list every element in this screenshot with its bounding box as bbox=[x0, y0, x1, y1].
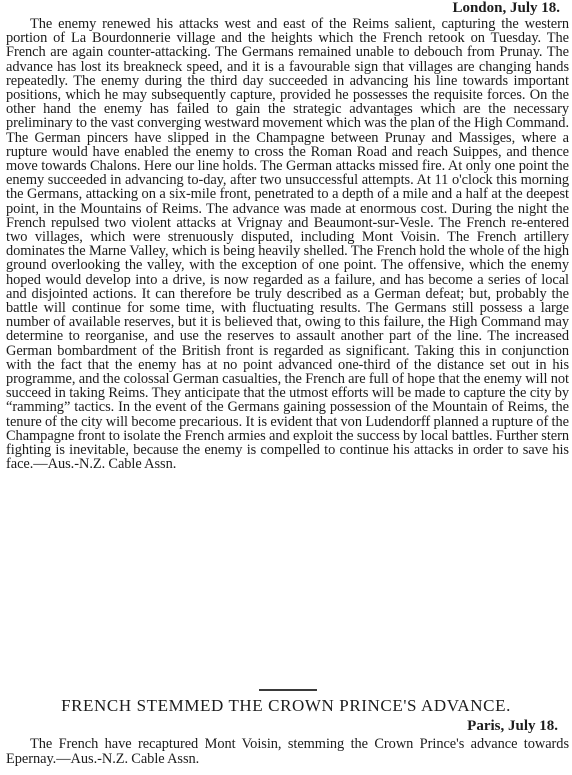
section-divider bbox=[259, 689, 317, 691]
article2-dateline: Paris, July 18. bbox=[467, 718, 558, 734]
article1-dateline: London, July 18. bbox=[452, 0, 560, 16]
article2-headline: FRENCH STEMMED THE CROWN PRINCE'S ADVANCE. bbox=[61, 696, 511, 715]
article1-body: The enemy renewed his attacks west and east of the Reims salient, capturing the western portion of La Bourdonnerie village and the heights which the French retook on Tuesday. The French are again counter-attacking. The Germans remained unable to debouch from Prunay. The advance has lost its breakneck speed, and it is a favourable sign that villages are changing hands repeatedly. The enemy during the third day succeeded in advancing his line towards important positions, which he may subsequently capture, provided he possesses the requisite forces. On the other hand the enemy has failed to gain the strategic advantages which are the necessary preliminary to the vast converging westward movement which was the plan of the High Command. The German pincers have slipped in the Champagne between Prunay and Massiges, where a rupture would have enabled the enemy to cross the Roman Road and reach Suippes, and thence move towards Chalons. Here our line holds. The German attacks missed fire. At only one point the enemy succeeded in advancing to-day, after two unsuccessful attempts. At 11 o'clock this morning the Germans, attacking on a six-mile front, penetrated to a depth of a mile and a half at the deepest point, in the Mountains of Reims. The advance was made at enormous cost. During the night the French repulsed two violent attacks at Vrignay and Beaumont-sur-Vesle. The French re-entered two villages, which were strenuously disputed, including Mont Voisin. The French artillery dominates the Marne Valley, which is being heavily shelled. The French hold the whole of the high ground overlooking the valley, with the exception of one point. The offensive, which the enemy hoped would develop into a drive, is now regarded as a failure, and has become a series of local and disjointed actions. It can therefore be truly described as a German defeat; but, probably the battle will continue for some time, with fluctuating results. The Germans still possess a large number of available reserves, but it is believed that, owing to this failure, the High Command may determine to reorganise, and use the reserves to assault another part of the line. The increased German bombardment of the British front is regarded as significant. Taking this in conjunction with the fact that the enemy has at no point advanced one-third of the distance set out in his programme, and the colossal German casualties, the French are full of hope that the enemy will not succeed in taking Reims. They anticipate that the utmost efforts will be made to capture the city by “ramming” tactics. In the event of the Germans gaining possession of the Mountain of Reims, the tenure of the city will become precarious. It is evident that von Ludendorff planned a rupture of the Champagne front to isolate the French armies and exploit the success by local battles. Further stern fighting is inevitable, because the enemy is compelled to continue his attacks in order to save his face.—Aus.-N.Z. Cable Assn. bbox=[6, 16, 569, 473]
article2-body: The French have recaptured Mont Voisin, stemming the Crown Prince's advance towards Epernay.—Aus.-N.Z. Cable Assn. bbox=[6, 736, 569, 767]
